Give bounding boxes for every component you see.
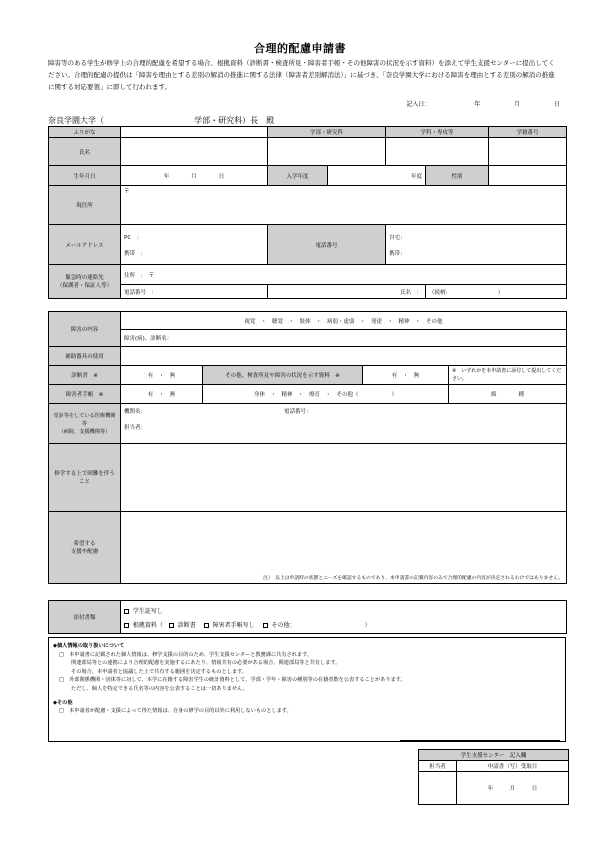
privacy-line-5: ただし、個人を特定できる氏名等の内容を公表することは一切ありません。 bbox=[71, 685, 248, 692]
phone-cell: 携帯： bbox=[389, 250, 406, 257]
birth-label: 生年月日 bbox=[49, 166, 121, 186]
disability-content-label: 障害の内容 bbox=[49, 312, 121, 347]
office-staff-field[interactable] bbox=[419, 772, 457, 805]
office-staff-label: 担当者 bbox=[419, 761, 457, 772]
student-no-field[interactable] bbox=[489, 138, 567, 166]
diagnosis-option: 診断書 bbox=[177, 621, 196, 629]
emergency-label: 緊急時の連絡先 （保護者・保証人等） bbox=[49, 265, 121, 299]
phone-home: 自宅： bbox=[389, 234, 406, 241]
other-heading: ◆その他 bbox=[53, 699, 73, 706]
office-title: 学生支援センター 記入欄 bbox=[419, 750, 569, 761]
email-pc: PC ： bbox=[124, 234, 143, 241]
evidence-label: 根拠資料（ bbox=[132, 621, 163, 629]
certificate-yes-no[interactable]: 有 ・ 無 bbox=[121, 366, 203, 385]
other-docs-label: その他、検査所見や障害の状況を示す資料 ※ bbox=[203, 366, 363, 385]
furigana-field[interactable] bbox=[121, 127, 268, 138]
privacy-line-4: □ 外部関係機関・団体等に対して、本学に在籍する障害学生の統計資料として、学部・学年・障害の種別等の在籍者数を公表することがあります。 bbox=[59, 677, 406, 684]
phone-field[interactable] bbox=[386, 225, 567, 265]
hospital-field[interactable] bbox=[121, 404, 567, 444]
evidence-checkbox[interactable] bbox=[124, 623, 129, 628]
student-id-label: 学生証写し bbox=[132, 607, 163, 615]
addressee-dept: 学部・研究科）長 殿 bbox=[194, 116, 275, 125]
gender-label: 性別 bbox=[426, 166, 489, 186]
intro-text: 障害等のある学生が修学上の合理的配慮を希望する場合、根拠資料（診断書・検査所見・障害者手帳・その他障害の状況を示す資料）を添えて学生支援センターに提出してください。合理的配慮の提供は「障害を理由とする差別の解消の推進に関する法律（障害者差別解消法）」に基づき、「奈良学園大学における障害を理由とする差別の解消の推進に関する対応要領」に即して行われます。 bbox=[48, 59, 555, 91]
email-mobile: 携帯 ： bbox=[124, 250, 147, 257]
page-title: 合理的配慮申請書 bbox=[254, 42, 346, 55]
birth-field[interactable]: 年 月 日 bbox=[121, 166, 268, 186]
other-line-1: □ 本申請者が配慮・支援によって得た情報は、自身の修学の目的以外に利用しないものとします。 bbox=[59, 708, 292, 715]
hospital-label: 受診等をしている医療機関等 （病院、支援機関等） bbox=[49, 404, 121, 444]
office-use-table bbox=[418, 749, 569, 805]
institution-name: 機関名： bbox=[124, 409, 147, 415]
privacy-line-3: その場合、本申請者と協議した上で共有する範囲を決定するものとします。 bbox=[71, 668, 247, 675]
either-note: ※ いずれかを本申請書に添付して提出してください。 bbox=[449, 366, 567, 385]
attachments-table bbox=[48, 600, 567, 634]
emergency-name-field[interactable]: 氏名 ： bbox=[268, 285, 426, 299]
personal-info-table bbox=[48, 126, 567, 299]
difficulty-label: 修学する上で困難を伴うこと bbox=[49, 444, 121, 512]
date-month: 月 bbox=[514, 101, 521, 108]
certificate-label: 診断書 ※ bbox=[49, 366, 121, 385]
other-docs-yes-no[interactable]: 有 ・ 無 bbox=[363, 366, 449, 385]
disability-table bbox=[48, 311, 567, 584]
emergency-phone-field[interactable]: 電話番号 ： bbox=[121, 285, 268, 299]
privacy-line-2: 関連部局等との連携により合理的配慮を実施するにあたり、情報共有の必要がある場合、関連部局等と共有します。 bbox=[71, 660, 341, 667]
date-label: 記入日： bbox=[406, 101, 431, 108]
gender-field[interactable] bbox=[489, 166, 567, 186]
notes-box bbox=[48, 637, 566, 742]
request-field[interactable] bbox=[121, 512, 567, 584]
handbook-label: 障害者手帳 ※ bbox=[49, 385, 121, 404]
other-checkbox[interactable] bbox=[263, 623, 268, 628]
entry-year-field[interactable]: 年度 bbox=[328, 166, 426, 186]
diagnosis-name-field[interactable]: 障害(病)、診断名： bbox=[121, 330, 567, 347]
major-field[interactable] bbox=[386, 138, 489, 166]
date-day: 日 bbox=[553, 101, 560, 108]
office-received-label: 申請書（写）受取日 bbox=[457, 761, 569, 772]
faculty-field[interactable] bbox=[268, 138, 386, 166]
major-label: 学科・専攻等 bbox=[386, 127, 489, 138]
student-id-checkbox[interactable] bbox=[124, 609, 129, 614]
request-note: 注） 以上は申請時の状態とニーズを確認するものであり、本申請書の記載内容のみで合理的配慮の内容が決定されるわけではありません。 bbox=[263, 576, 564, 581]
email-label: メールアドレス bbox=[49, 225, 121, 265]
diagnosis-checkbox[interactable] bbox=[169, 623, 174, 628]
student-no-label: 学籍番号 bbox=[489, 127, 567, 138]
faculty-label: 学部・研究科 bbox=[268, 127, 386, 138]
attachments-label: 添付書類 bbox=[49, 601, 121, 634]
name-label: 氏名 bbox=[49, 138, 121, 166]
request-label: 希望する 支援や配慮 bbox=[49, 512, 121, 584]
handbook-types[interactable]: 身体 ・ 精神 ・ 療育 ・ その他（ ） bbox=[203, 385, 449, 404]
entry-year-label: 入学年度 bbox=[268, 166, 328, 186]
handbook-checkbox[interactable] bbox=[204, 623, 209, 628]
handbook-grade[interactable]: 級 種 bbox=[449, 385, 567, 404]
aids-field[interactable] bbox=[121, 347, 567, 366]
institution-staff: 担当者： bbox=[124, 425, 147, 431]
disability-types[interactable]: 視覚 ・ 聴覚 ・ 肢体 ・ 病弱・虚弱 ・ 発達 ・ 精神 ・ その他 bbox=[121, 312, 567, 330]
email-field[interactable] bbox=[121, 225, 268, 265]
address-label: 現住所 bbox=[49, 186, 121, 225]
institution-phone: 電話番号： bbox=[284, 409, 312, 415]
other-option: その他： ） bbox=[271, 621, 371, 629]
aids-label: 補助器具の使用 bbox=[49, 347, 121, 366]
addressee-univ: 奈良学園大学（ bbox=[48, 116, 104, 125]
name-field[interactable] bbox=[121, 138, 268, 166]
entry-date bbox=[406, 99, 560, 108]
furigana-label: ふりがな bbox=[49, 127, 121, 138]
phone-label: 電話番号 bbox=[268, 225, 386, 265]
signature-line[interactable] bbox=[400, 740, 560, 741]
emergency-address-field[interactable]: 住所 ： 〒 bbox=[121, 265, 567, 285]
address-field[interactable]: 〒 bbox=[121, 186, 567, 225]
handbook-yes-no[interactable]: 有 ・ 無 bbox=[121, 385, 203, 404]
privacy-heading: ◆個人情報の取り扱いについて bbox=[53, 643, 125, 649]
addressee bbox=[48, 115, 274, 126]
office-received-field[interactable]: 年 月 日 bbox=[457, 772, 569, 805]
privacy-line-1: □ 本申請書に記載された個人情報は、修学支援の目的のため、学生支援センターと教務課に共有されます。 bbox=[59, 651, 313, 658]
handbook-option: 障害者手帳写し bbox=[212, 621, 255, 629]
difficulty-field[interactable] bbox=[121, 444, 567, 512]
date-year: 年 bbox=[474, 101, 481, 108]
emergency-relation-field[interactable]: （続柄： ） bbox=[426, 285, 567, 299]
